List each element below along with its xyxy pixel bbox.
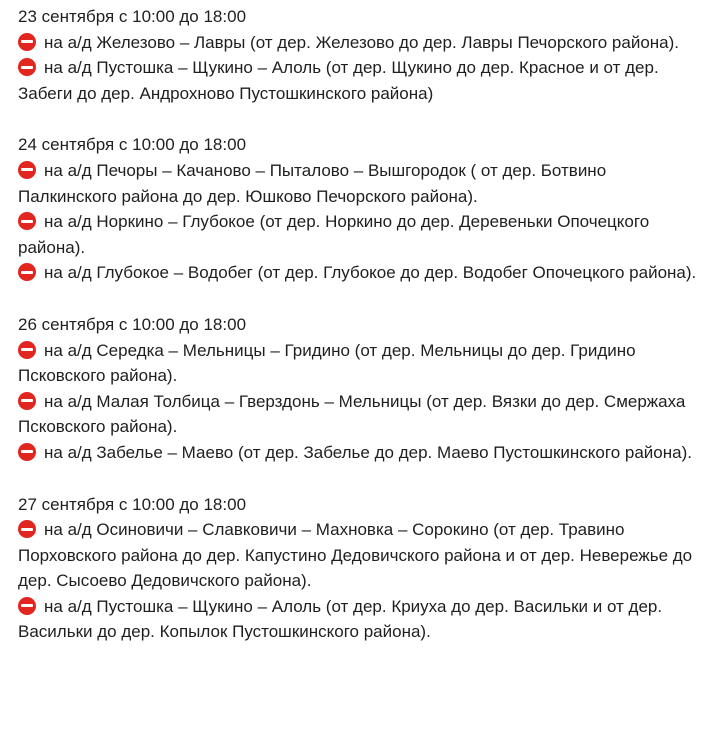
closure-item-text: на а/д Забелье – Маево (от дер. Забелье до дер. Маево Пустошкинского района). — [44, 442, 692, 462]
schedule-section — [18, 492, 708, 646]
closure-item-text: на а/д Глубокое – Водобег (от дер. Глубокое до дер. Водобег Опочецкого района). — [44, 263, 697, 283]
closure-item — [18, 30, 708, 56]
closure-item-text: на а/д Норкино – Глубокое (от дер. Норкино до дер. Деревеньки Опочецкого района). — [18, 212, 650, 257]
no-entry-icon — [18, 212, 36, 230]
closure-item — [18, 260, 708, 286]
closure-item — [18, 55, 708, 106]
schedule-section — [18, 132, 708, 286]
closure-item — [18, 517, 708, 594]
section-date: 24 сентября с 10:00 до 18:00 — [18, 135, 247, 155]
schedule-section — [18, 4, 708, 106]
no-entry-icon — [18, 392, 36, 410]
closure-item — [18, 209, 708, 260]
closure-item — [18, 338, 708, 389]
no-entry-icon — [18, 58, 36, 76]
closure-item-text: на а/д Середка – Мельницы – Гридино (от дер. Мельницы до дер. Гридино Псковского района). — [18, 340, 636, 386]
section-date: 26 сентября с 10:00 до 18:00 — [18, 314, 247, 334]
no-entry-icon — [18, 263, 36, 281]
closure-item-text: на а/д Осиновичи – Славковичи – Махновка – Сорокино (от дер. Травино Порховского района до дер. Капустино Дедовичского района и от дер. Невережье до дер. Сысоево Дедовичского района). — [18, 520, 693, 591]
closure-item — [18, 594, 708, 645]
closure-item-text: на а/д Печоры – Качаново – Пыталово – Вышгородок ( от дер. Ботвино Палкинского района до дер. Юшково Печорского района). — [18, 160, 607, 206]
closure-item-text: на а/д Малая Толбица – Гверздонь – Мельницы (от дер. Вязки до дер. Смержаха Псковского района). — [18, 391, 686, 437]
no-entry-icon — [18, 443, 36, 461]
no-entry-icon — [18, 597, 36, 615]
closure-item — [18, 389, 708, 440]
closure-item — [18, 440, 708, 466]
section-date: 23 сентября с 10:00 до 18:00 — [18, 7, 247, 26]
section-date: 27 сентября с 10:00 до 18:00 — [18, 494, 247, 514]
closure-schedule — [18, 4, 708, 645]
closure-item-text: на а/д Пустошка – Щукино – Алоль (от дер. Щукино до дер. Красное и от дер. Забеги до дер. Андрохново Пустошкинского района) — [18, 58, 659, 103]
schedule-section — [18, 312, 708, 466]
no-entry-icon — [18, 341, 36, 359]
no-entry-icon — [18, 33, 36, 51]
closure-item-text: на а/д Пустошка – Щукино – Алоль (от дер. Криуха до дер. Васильки и от дер. Васильки до дер. Копылок Пустошкинского района). — [18, 596, 663, 642]
no-entry-icon — [18, 161, 36, 179]
no-entry-icon — [18, 520, 36, 538]
closure-item-text: на а/д Железово – Лавры (от дер. Железово до дер. Лавры Печорского района). — [44, 32, 680, 52]
closure-item — [18, 158, 708, 209]
